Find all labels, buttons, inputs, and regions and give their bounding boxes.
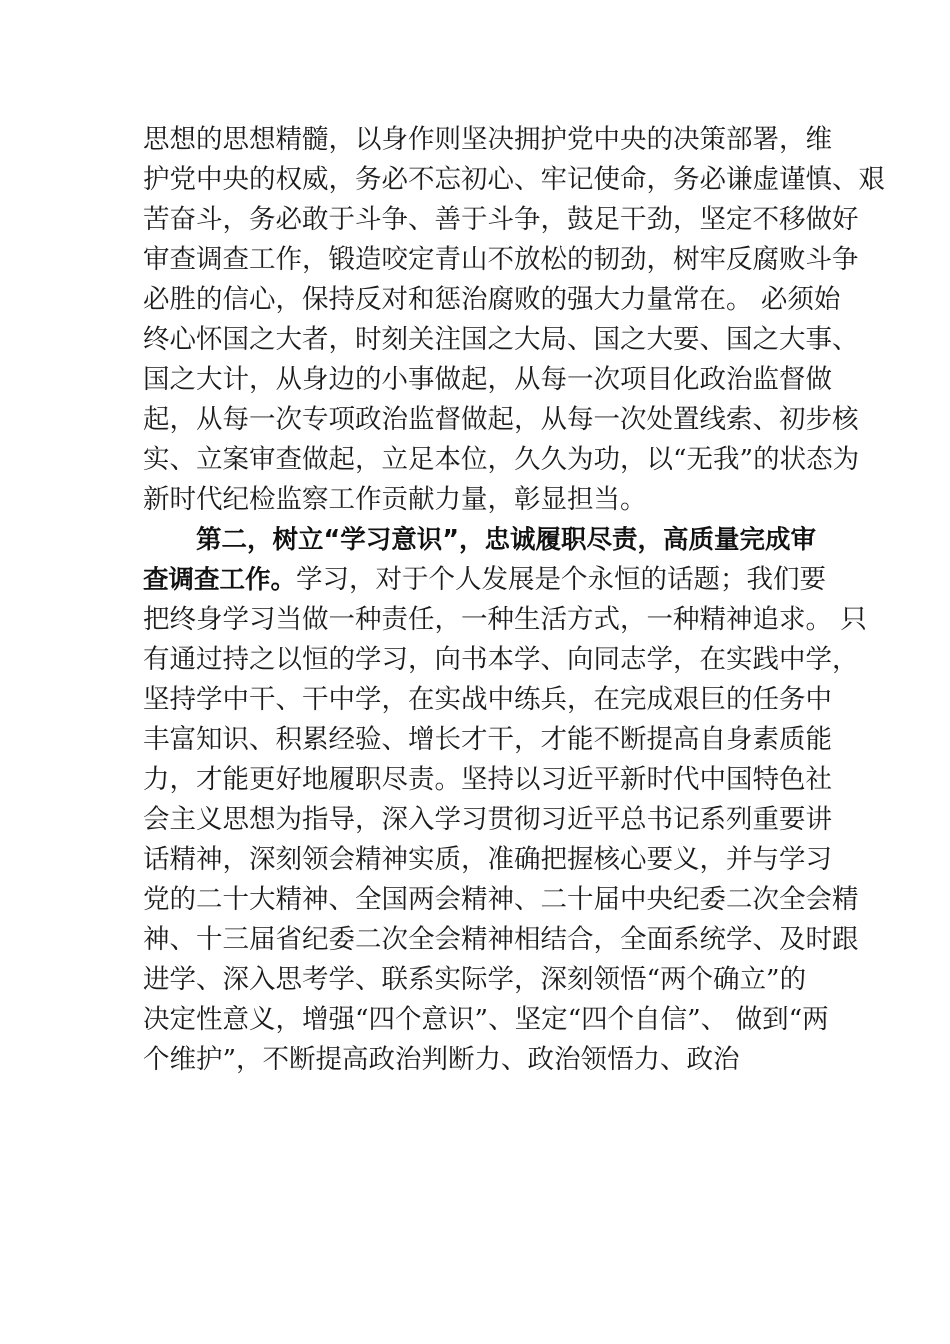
- paragraph-2-line: 把终身学习当做一种责任，一种生活方式，一种精神追求。 只: [143, 604, 867, 635]
- paragraph-1-line: 实、立案审查做起，立足本位，久久为功，以“无我”的状态为: [143, 444, 860, 475]
- paragraph-1-line: 必胜的信心，保持反对和惩治腐败的强大力量常在。 必须始: [143, 284, 841, 315]
- paragraph-2-line: 神、十三届省纪委二次全会精神相结合，全面系统学、及时跟: [143, 924, 859, 955]
- paragraph-2-line: 丰富知识、积累经验、增长才干，才能不断提高自身素质能: [143, 724, 832, 755]
- paragraph-1-line: 新时代纪检监察工作贡献力量，彰显担当。: [143, 484, 647, 515]
- paragraph-2-line: 会主义思想为指导，深入学习贯彻习近平总书记系列重要讲: [143, 804, 832, 835]
- paragraph-2-line: 个维护”，不断提高政治判断力、政治领悟力、政治: [143, 1044, 740, 1075]
- paragraph-1-line: 国之大计，从身边的小事做起，从每一次项目化政治监督做: [143, 364, 832, 395]
- paragraph-1-line: 思想的思想精髓，以身作则坚决拥护党中央的决策部署，维: [143, 124, 832, 155]
- paragraph-1-line: 苦奋斗，务必敢于斗争、善于斗争，鼓足干劲，坚定不移做好: [143, 204, 859, 235]
- paragraph-1-line: 审查调查工作，锻造咬定青山不放松的韧劲，树牢反腐败斗争: [143, 244, 859, 275]
- section-heading-continuation: [143, 560, 827, 600]
- paragraph-2-line: 决定性意义，增强“四个意识”、坚定“四个自信”、 做到“两: [143, 1004, 829, 1035]
- paragraph-2-line: 有通过持之以恒的学习，向书本学、向同志学，在实践中学，: [143, 644, 859, 675]
- paragraph-2-line: 党的二十大精神、全国两会精神、二十届中央纪委二次全会精: [143, 884, 859, 915]
- paragraph-2-line: 话精神，深刻领会精神实质，准确把握核心要义，并与学习: [143, 844, 832, 875]
- paragraph-2-line: 坚持学中干、干中学，在实战中练兵，在完成艰巨的任务中: [143, 684, 832, 715]
- paragraph-2-start: 学习，对于个人发展是个永恒的话题；我们要: [296, 564, 827, 595]
- document-body: [143, 120, 885, 1080]
- paragraph-1-line: 护党中央的权威，务必不忘初心、牢记使命，务必谦虚谨慎、艰: [143, 164, 885, 195]
- section-heading: 第二，树立“学习意识”，忠诚履职尽责，高质量完成审: [196, 525, 817, 555]
- paragraph-1-line: 起，从每一次专项政治监督做起，从每一次处置线索、初步核: [143, 404, 859, 435]
- paragraph-1-line: 终心怀国之大者，时刻关注国之大局、国之大要、国之大事、: [143, 324, 859, 355]
- paragraph-2-line: 进学、深入思考学、联系实际学，深刻领悟“两个确立”的: [143, 964, 807, 995]
- section-heading-end: 查调查工作。: [143, 565, 297, 595]
- paragraph-2-line: 力，才能更好地履职尽责。坚持以习近平新时代中国特色社: [143, 764, 832, 795]
